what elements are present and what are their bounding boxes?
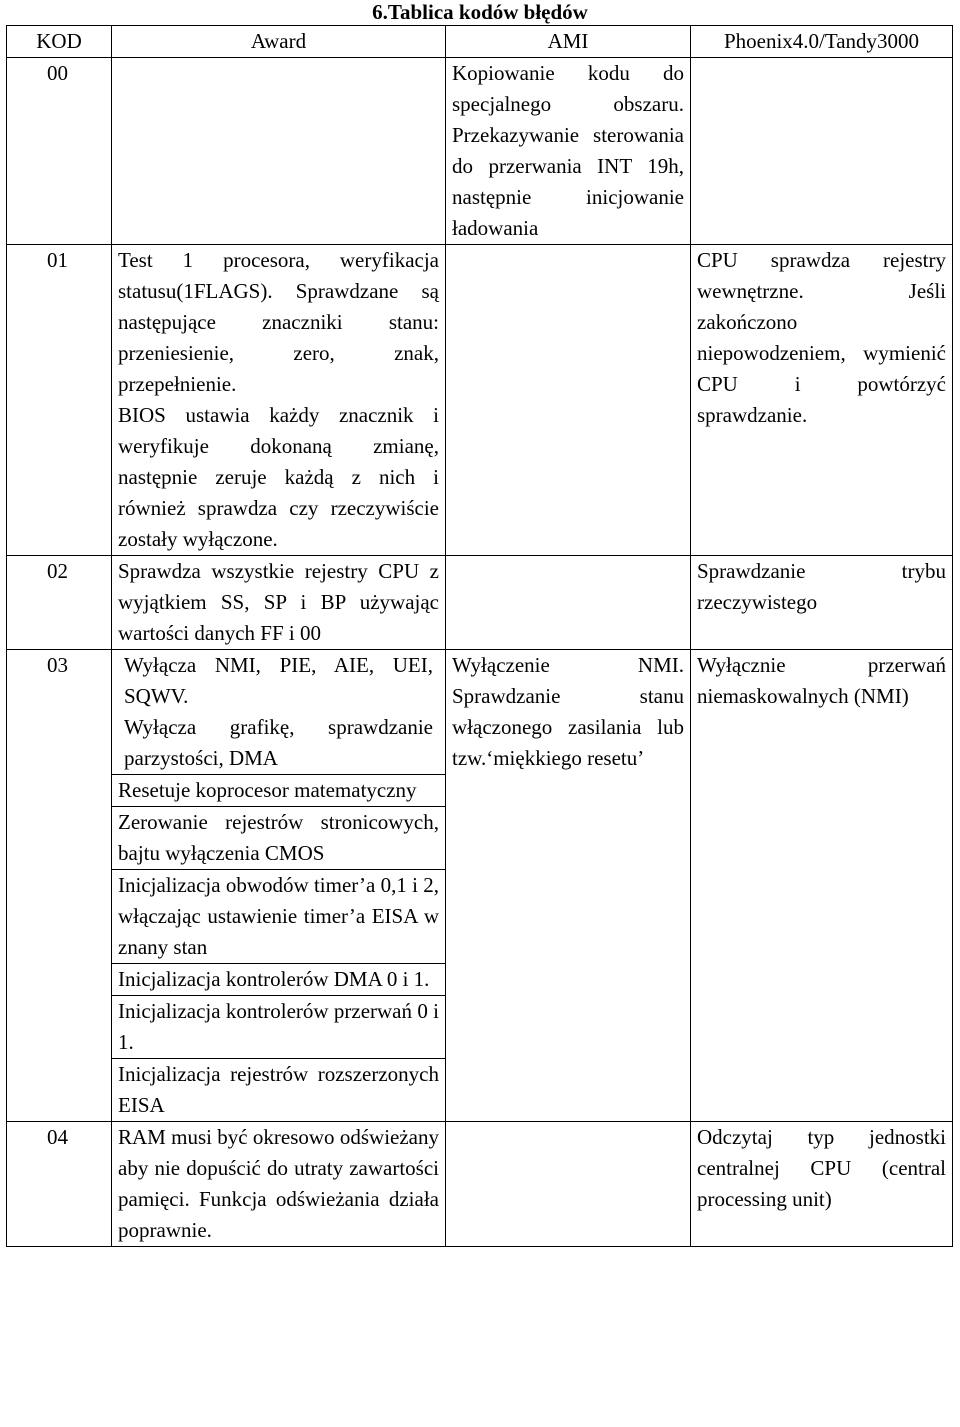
award-text: Resetuje koprocesor matematyczny <box>112 774 445 806</box>
award-text: Wyłącza grafikę, sprawdzanie parzystości, DMA <box>124 715 433 770</box>
phoenix-cell <box>691 650 953 1122</box>
phoenix-cell <box>691 1122 953 1247</box>
table-row <box>7 650 953 1122</box>
award-text: Inicjalizacja obwodów timer’a 0,1 i 2, włączając ustawienie timer’a EISA w znany stan <box>112 869 445 963</box>
document-title: 6.Tablica kodów błędów <box>372 0 588 24</box>
header-row <box>7 26 953 58</box>
ami-cell <box>446 58 691 245</box>
header-phoenix: Phoenix4.0/Tandy3000 <box>691 26 953 58</box>
phoenix-cell <box>691 245 953 556</box>
table-row <box>7 58 953 245</box>
ami-text: Wyłączenie NMI. Sprawdzanie stanu włączonego zasilania lub tzw.‘miękkiego resetu’ <box>452 653 684 770</box>
phoenix-text: Wyłącznie przerwań niemaskowalnych (NMI) <box>697 653 946 708</box>
award-cell <box>112 556 446 650</box>
table-row <box>7 1122 953 1247</box>
code-cell: 03 <box>7 650 112 1122</box>
table-row <box>7 245 953 556</box>
code-cell: 00 <box>7 58 112 245</box>
award-text: Sprawdza wszystkie rejestry CPU z wyjątkiem SS, SP i BP używając wartości danych FF i 00 <box>118 559 439 645</box>
award-text: Zerowanie rejestrów stronicowych, bajtu wyłączenia CMOS <box>112 806 445 869</box>
code-cell: 01 <box>7 245 112 556</box>
code-cell: 04 <box>7 1122 112 1247</box>
award-text: Inicjalizacja kontrolerów przerwań 0 i 1. <box>112 995 445 1058</box>
award-text: Wyłącza NMI, PIE, AIE, UEI, SQWV. <box>124 653 433 708</box>
header-kod: KOD <box>7 26 112 58</box>
award-text: Test 1 procesora, weryfikacja statusu(1FLAGS). Sprawdzane są następujące znaczniki stanu: przeniesienie, zero, znak, przepełnienie. <box>118 248 439 396</box>
award-text: Inicjalizacja rejestrów rozszerzonych EISA <box>112 1058 445 1121</box>
award-text: Inicjalizacja kontrolerów DMA 0 i 1. <box>112 963 445 995</box>
award-cell <box>112 245 446 556</box>
ami-cell <box>446 556 691 650</box>
code-cell: 02 <box>7 556 112 650</box>
award-cell <box>112 58 446 245</box>
table-row <box>7 556 953 650</box>
award-cell <box>112 1122 446 1247</box>
ami-text: Kopiowanie kodu do specjalnego obszaru. Przekazywanie sterowania do przerwania INT 19h, następnie inicjowanie ładowania <box>452 61 684 240</box>
award-text: RAM musi być okresowo odświeżany aby nie dopuścić do utraty zawartości pamięci. Funkcja odświeżania działa poprawnie. <box>118 1125 439 1242</box>
header-ami: AMI <box>446 26 691 58</box>
award-cell <box>112 650 446 1122</box>
phoenix-text: CPU sprawdza rejestry wewnętrzne. Jeśli zakończono niepowodzeniem, wymienić CPU i powtórzyć sprawdzanie. <box>697 248 946 427</box>
table-body <box>7 58 953 1247</box>
ami-cell <box>446 1122 691 1247</box>
header-award: Award <box>112 26 446 58</box>
phoenix-cell <box>691 556 953 650</box>
phoenix-cell <box>691 58 953 245</box>
award-text: BIOS ustawia każdy znacznik i weryfikuje dokonaną zmianę, następnie zeruje każdą z nich i również sprawdza czy rzeczywiście zostały wyłączone. <box>118 403 439 551</box>
ami-cell <box>446 245 691 556</box>
phoenix-text: Sprawdzanie trybu rzeczywistego <box>697 559 946 614</box>
ami-cell <box>446 650 691 1122</box>
error-code-table <box>6 25 953 1247</box>
table-header <box>7 26 953 58</box>
phoenix-text: Odczytaj typ jednostki centralnej CPU (central processing unit) <box>697 1125 946 1211</box>
